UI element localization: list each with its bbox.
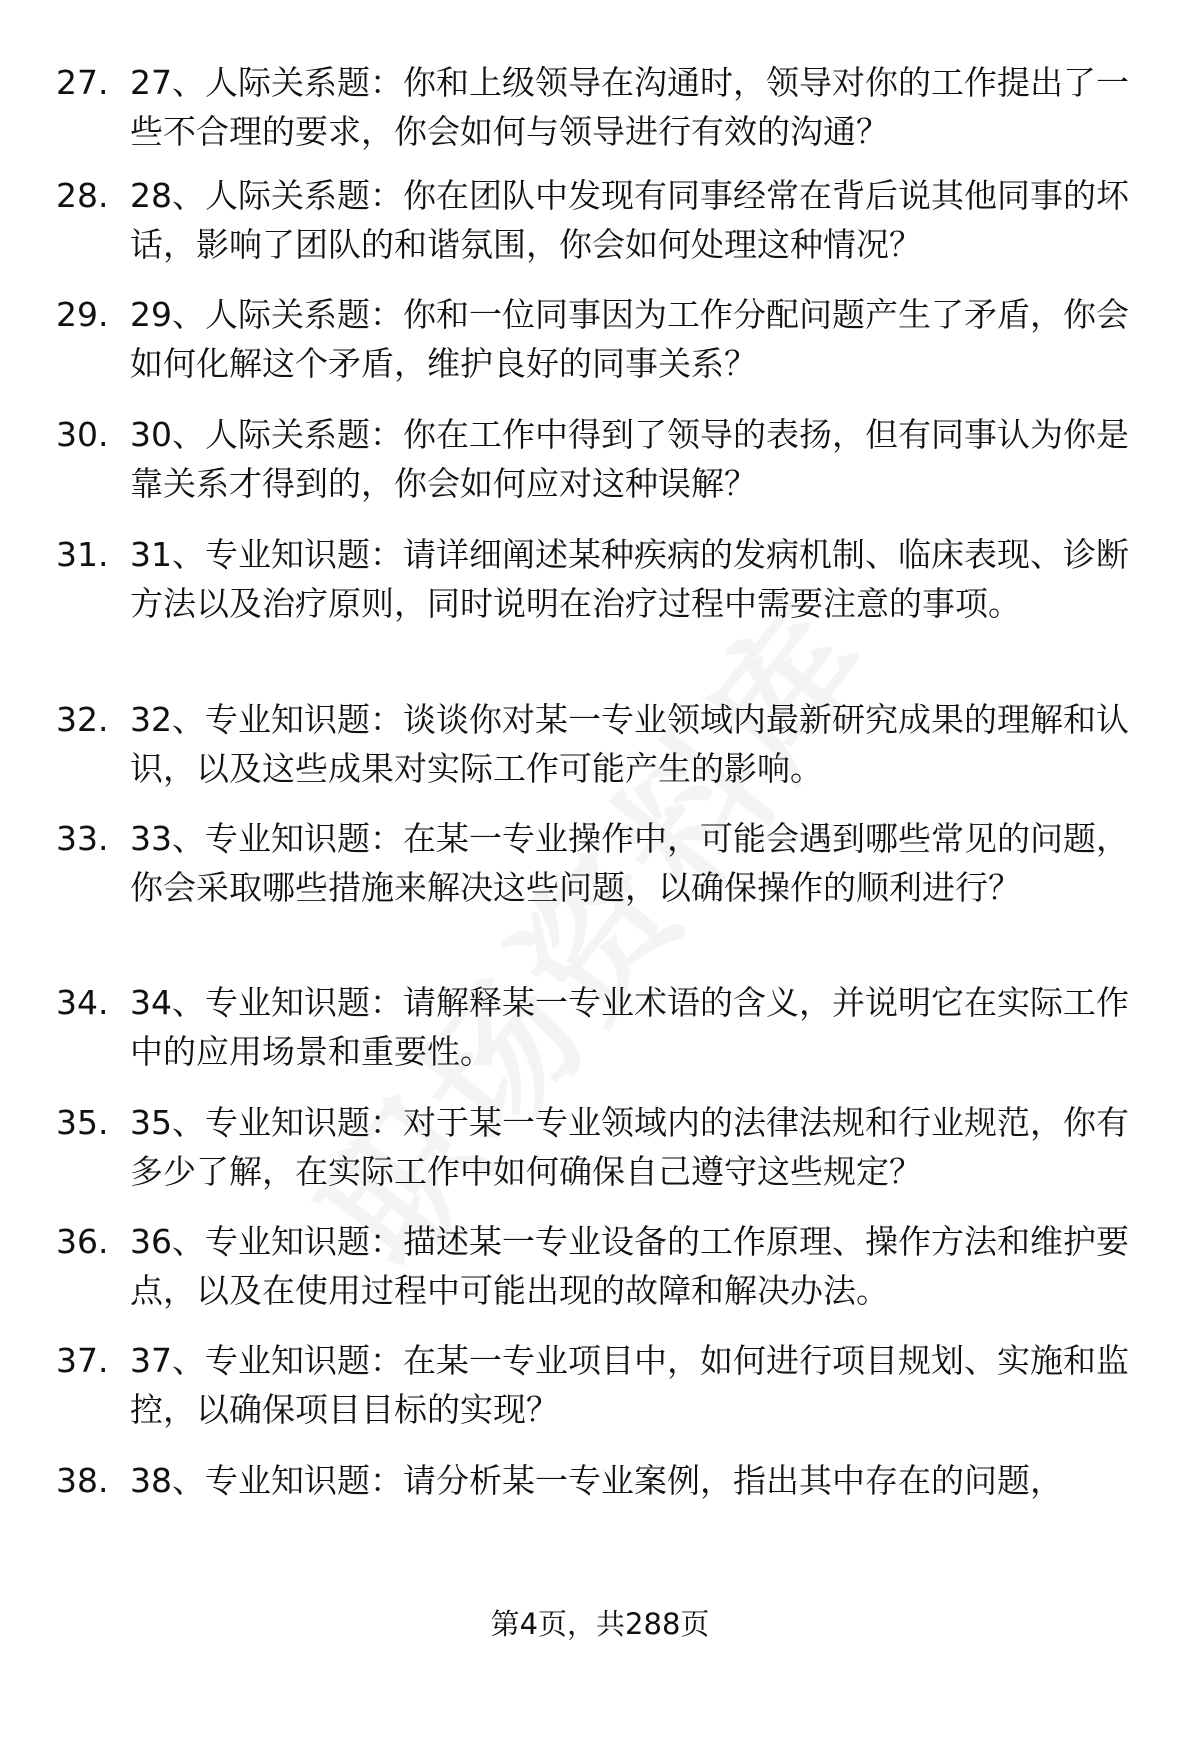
question-number: 34. [56,983,109,1022]
question-number: 29. [56,295,109,334]
question-text: 30、人际关系题：你在工作中得到了领导的表扬，但有同事认为你是靠关系才得到的，你会如何应对这种误解？ [130,415,1129,503]
question-text: 36、专业知识题：描述某一专业设备的工作原理、操作方法和维护要点，以及在使用过程中可能出现的故障和解决办法。 [130,1222,1129,1310]
question-number: 30. [56,415,109,454]
question-text: 27、人际关系题：你和上级领导在沟通时，领导对你的工作提出了一些不合理的要求，你会如何与领导进行有效的沟通？ [130,63,1129,151]
question-number: 32. [56,700,109,739]
question-number: 28. [56,176,109,215]
question-number: 36. [56,1222,109,1261]
question-number: 38. [56,1461,109,1500]
question-text: 28、人际关系题：你在团队中发现有同事经常在背后说其他同事的坏话，影响了团队的和谐氛围，你会如何处理这种情况？ [130,176,1129,264]
question-text: 33、专业知识题：在某一专业操作中，可能会遇到哪些常见的问题，你会采取哪些措施来解决这些问题，以确保操作的顺利进行？ [130,819,1129,907]
question-number: 37. [56,1341,109,1380]
page-number-footer: 第4页，共288页 [490,1607,710,1641]
question-number: 31. [56,535,109,574]
question-number: 35. [56,1103,109,1142]
question-text: 32、专业知识题：谈谈你对某一专业领域内最新研究成果的理解和认识，以及这些成果对实际工作可能产生的影响。 [130,700,1129,788]
question-text: 35、专业知识题：对于某一专业领域内的法律法规和行业规范，你有多少了解，在实际工作中如何确保自己遵守这些规定？ [130,1103,1129,1191]
question-text: 31、专业知识题：请详细阐述某种疾病的发病机制、临床表现、诊断方法以及治疗原则，同时说明在治疗过程中需要注意的事项。 [130,535,1129,623]
question-text: 37、专业知识题：在某一专业项目中，如何进行项目规划、实施和监控，以确保项目目标的实现？ [130,1341,1129,1429]
question-text: 34、专业知识题：请解释某一专业术语的含义，并说明它在实际工作中的应用场景和重要性。 [130,983,1129,1071]
question-text: 29、人际关系题：你和一位同事因为工作分配问题产生了矛盾，你会如何化解这个矛盾，维护良好的同事关系？ [130,295,1129,383]
question-number: 27. [56,63,109,102]
question-number: 33. [56,819,109,858]
question-text: 38、专业知识题：请分析某一专业案例，指出其中存在的问题， [130,1461,1063,1500]
